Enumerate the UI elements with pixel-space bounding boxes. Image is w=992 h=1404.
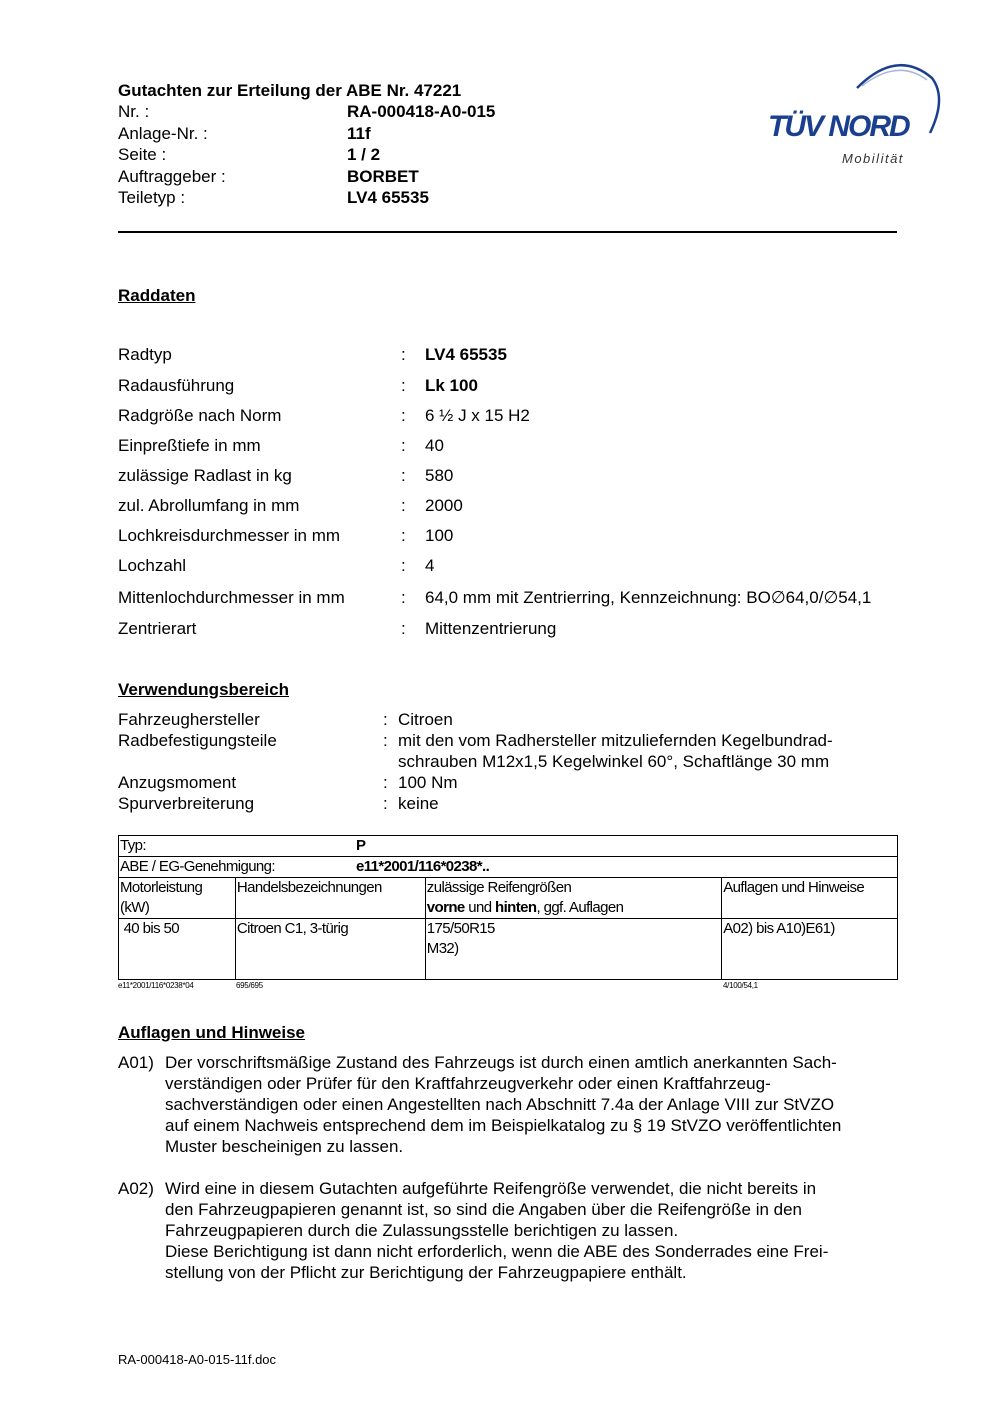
section-title-auflagen: Auflagen und Hinweise [118,1023,306,1042]
note-line: Der vorschriftsmäßige Zustand des Fahrzeugs ist durch einen amtlich anerkannten Sach- [165,1053,837,1072]
colon: : [401,526,406,545]
header-value: RA-000418-A0-015 [347,102,496,121]
note-line: Fahrzeugpapieren durch die Zulassungsstelle berichtigen zu lassen. [165,1221,679,1240]
header-text: und [464,899,496,916]
verwendung-row [118,793,908,814]
logo-subtitle: Mobilität [842,151,904,166]
table-row [119,919,898,980]
colon: : [401,376,406,395]
rad-value: 6 ½ J x 15 H2 [425,406,530,425]
cell-text: M32) [426,940,459,957]
colon: : [383,794,388,813]
colon: : [401,588,406,607]
section-title-raddaten: Raddaten [118,286,196,305]
typ-cell [119,836,898,857]
header-text: (kW) [120,899,150,916]
rad-label: Radtyp [118,345,172,364]
verwendung-row [118,709,908,730]
note-line: auf einem Nachweis entsprechend dem im Beispielkatalog zu § 19 StVZO veröffentlichten [165,1116,842,1135]
header-label: Anlage-Nr. : [118,124,208,143]
rad-label: Lochzahl [118,556,187,575]
verwendung-value: keine [398,794,439,813]
verwendung-row [118,772,908,793]
header-label: Teiletyp : [118,188,186,207]
header-row-seite [118,144,538,165]
colon: : [401,345,406,364]
colon: : [401,496,406,515]
note-code: A02) [118,1179,154,1198]
note-line: den Fahrzeugpapieren genannt ist, so sind die Angaben über die Reifengröße in den [165,1200,803,1219]
rad-value: Mittenzentrierung [425,619,557,638]
header-bold: hinten [495,899,537,916]
header-reifengroessen [425,878,721,919]
footnote-bolt-pattern: 4/100/54,1 [723,981,758,990]
colon: : [401,406,406,425]
header-value: BORBET [347,167,419,186]
header-divider [118,231,897,233]
header-value: 1 / 2 [347,145,381,164]
colon: : [401,436,406,455]
header-text [427,898,720,918]
rad-value: 580 [425,466,454,485]
header-row-nr [118,101,538,122]
colon: : [401,619,406,638]
note-line: Muster bescheinigen zu lassen. [165,1137,404,1156]
rad-row [118,587,908,609]
cell-reifen [425,919,721,980]
rad-label: Lochkreisdurchmesser in mm [118,526,341,545]
footer-filename: RA-000418-A0-015-11f.doc [118,1352,277,1367]
rad-row [118,525,908,547]
footnote-ratio: 695/695 [236,981,263,990]
rad-row [118,435,908,457]
verwendung-value-cont: schrauben M12x1,5 Kegelwinkel 60°, Schaftlänge 30 mm [398,752,830,771]
rad-label: Einpreßtiefe in mm [118,436,261,455]
header-text: zulässige Reifengrößen [426,879,572,896]
header-handelsbezeichnungen: Handelsbezeichnungen [235,878,425,919]
verwendung-value: 100 Nm [398,773,458,792]
colon: : [383,710,388,729]
cell-motor: 40 bis 50 [119,919,236,980]
header-row-teiletyp [118,187,538,208]
rad-value: 64,0 mm mit Zentrierring, Kennzeichnung: BO∅64,0/∅54,1 [425,588,872,607]
cell-text: 175/50R15 [426,920,495,937]
table-header-row [119,878,898,919]
rad-label: Mittenlochdurchmesser in mm [118,588,345,607]
rad-row [118,375,908,397]
note-a01 [118,1052,908,1157]
logo-text: TÜV NORD [768,110,909,143]
verwendung-label: Anzugsmoment [118,773,237,792]
tuv-nord-logo [762,58,942,170]
header-value: LV4 65535 [347,188,429,207]
note-line: Wird eine in diesem Gutachten aufgeführte Reifengröße verwendet, die nicht bereits in [165,1179,817,1198]
rad-value: 4 [425,556,435,575]
colon: : [401,556,406,575]
rad-value: 100 [425,526,454,545]
colon: : [383,773,388,792]
verwendung-value: mit den vom Radhersteller mitzuliefernden Kegelbundrad- [398,731,833,750]
cell-handel: Citroen C1, 3-türig [235,919,425,980]
verwendung-label: Radbefestigungsteile [118,731,277,750]
rad-value: 2000 [425,496,463,515]
rad-row [118,555,908,577]
header-text: , ggf. Auflagen [536,899,624,916]
header-row-anlage [118,123,538,144]
note-text [165,1052,900,1157]
rad-label: zulässige Radlast in kg [118,466,292,485]
header-bold: vorne [426,899,465,916]
header-row-auftraggeber [118,166,538,187]
rad-value: LV4 65535 [425,345,507,364]
note-line: sachverständigen oder einen Angestellten nach Abschnitt 7.4a der Anlage VIII zur StVZO [165,1095,835,1114]
note-line: Diese Berichtigung ist dann nicht erforderlich, wenn die ABE des Sonderrades eine Frei- [165,1242,829,1261]
note-line: stellung von der Pflicht zur Berichtigung der Fahrzeugpapiere enthält. [165,1263,687,1282]
note-text [165,1178,900,1283]
rad-label: zul. Abrollumfang in mm [118,496,300,515]
rad-row [118,465,908,487]
note-line: verständigen oder Prüfer für den Kraftfahrzeugverkehr oder einen Kraftfahrzeug- [165,1074,771,1093]
header-label: Auftraggeber : [118,167,226,186]
rad-label: Radausführung [118,376,235,395]
typ-value: P [356,837,366,854]
header-auflagen: Auflagen und Hinweise [722,878,898,919]
verwendung-label: Fahrzeughersteller [118,710,260,729]
header-value: 11f [347,124,371,143]
colon: : [401,466,406,485]
rad-value: Lk 100 [425,376,478,395]
section-title-verwendungsbereich: Verwendungsbereich [118,680,289,699]
rad-row [118,344,908,366]
rad-label: Radgröße nach Norm [118,406,282,425]
header-motorleistung [119,878,236,919]
table-typ-row [119,836,898,857]
rad-row [118,405,908,427]
verwendung-label: Spurverbreiterung [118,794,255,813]
approval-table [118,835,898,980]
table-abe-row [119,857,898,878]
verwendung-row [118,730,908,772]
footnote-ec-number: e11*2001/116*0238*04 [118,981,194,990]
note-a02 [118,1178,908,1283]
rad-row [118,495,908,517]
rad-label: Zentrierart [118,619,197,638]
header-label: Seite : [118,145,167,164]
note-code: A01) [118,1053,154,1072]
document-title: Gutachten zur Erteilung der ABE Nr. 47221 [118,81,462,100]
verwendung-value: Citroen [398,710,453,729]
colon: : [383,731,388,750]
header-text: Motorleistung [120,879,203,896]
header-label: Nr. : [118,102,150,121]
rad-value: 40 [425,436,444,455]
rad-row [118,618,908,640]
abe-label: ABE / EG-Genehmigung: [120,858,275,875]
cell-auflagen: A02) bis A10)E61) [722,919,898,980]
abe-cell [119,857,898,878]
typ-label: Typ: [120,837,146,854]
abe-value: e11*2001/116*0238*.. [356,858,490,875]
